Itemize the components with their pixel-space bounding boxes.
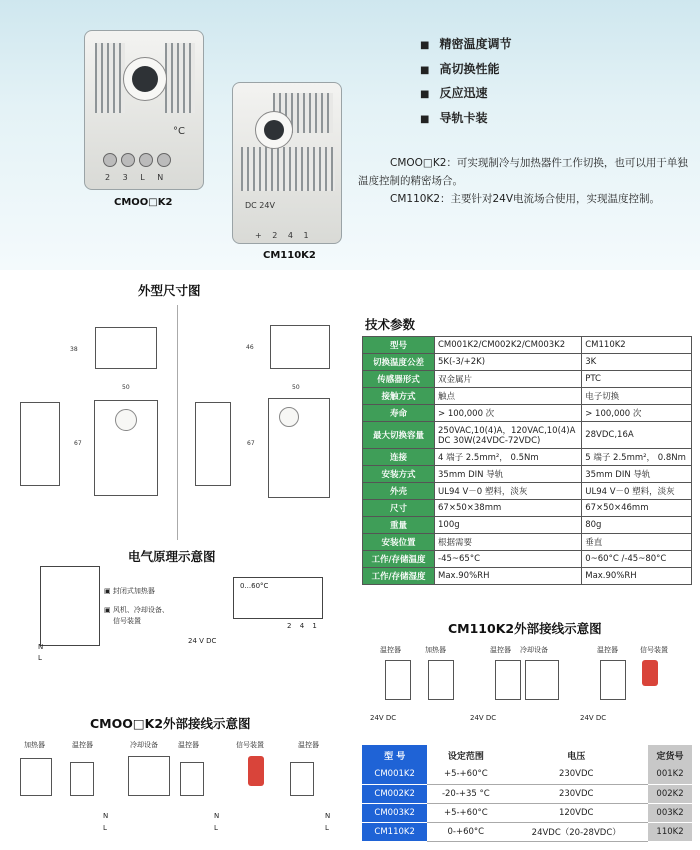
spec-value-cm00: 4 端子 2.5mm²， 0.5Nm [435, 449, 582, 466]
order-voltage: 230VDC [504, 765, 648, 784]
terminal-labels: + 2 4 1 [255, 231, 309, 240]
dimensions-title: 外型尺寸图 [138, 283, 201, 298]
voltage-label: DC 24V [245, 201, 275, 210]
product-hero [0, 0, 700, 270]
order-row [362, 803, 692, 822]
wiring-cm110-cooling [525, 660, 559, 700]
line-label-n: N [214, 812, 220, 820]
spec-row [363, 422, 692, 449]
wiring-label-thermostat: 温控器 [380, 646, 401, 654]
order-voltage: 24VDC（20-28VDC） [504, 822, 648, 841]
legend-signal: 信号装置 [113, 617, 141, 625]
order-range: +5-+60°C [427, 803, 504, 822]
product-description [358, 154, 688, 208]
wiring-label-cooling: 冷却设备 [130, 741, 158, 749]
wiring-cm00-cooling [128, 756, 170, 796]
wiring-cm00-thermostat [70, 762, 94, 796]
spec-label: 接触方式 [363, 388, 435, 405]
spec-value-cm00: -45~65°C [435, 551, 582, 568]
spec-label: 安装方式 [363, 466, 435, 483]
feature-item: ■ 反应迅速 [420, 82, 511, 107]
spec-value-cm00: > 100,000 次 [435, 405, 582, 422]
spec-label: 安装位置 [363, 534, 435, 551]
order-model: CM001K2 [362, 765, 427, 784]
front-view-cm00 [94, 400, 158, 496]
feature-list [420, 33, 511, 131]
schematic-cm00 [40, 566, 100, 646]
spec-value-cm00: UL94 V－0 塑料，淡灰 [435, 483, 582, 500]
order-range: +5-+60°C [427, 765, 504, 784]
feature-item: ■ 高切换性能 [420, 58, 511, 83]
heater-icon: ▣ [104, 587, 113, 595]
temperature-dial [279, 407, 299, 427]
spec-value-cm110: PTC [582, 371, 692, 388]
schematic-range: 0...60°C [240, 582, 269, 590]
spec-label: 最大切换容量 [363, 422, 435, 449]
signal-light-icon [642, 660, 658, 686]
spec-value-cm110: CM110K2 [582, 337, 692, 354]
order-range: -20-+35 °C [427, 784, 504, 803]
electrical-title: 电气原理示意图 [128, 549, 216, 564]
spec-value-cm110: 28VDC,16A [582, 422, 692, 449]
spec-value-cm110: Max.90%RH [582, 568, 692, 585]
spec-row [363, 517, 692, 534]
wiring-cm110-thermostat [385, 660, 411, 700]
spec-value-cm00: 5K(-3/+2K) [435, 354, 582, 371]
wiring-label-signal: 信号装置 [236, 741, 264, 749]
spec-row [363, 551, 692, 568]
wiring-label-heater: 加热器 [425, 646, 446, 654]
line-label-l: L [325, 824, 329, 832]
spec-row [363, 449, 692, 466]
wiring-label-signal: 信号装置 [640, 646, 668, 654]
wiring-cm110-thermostat [495, 660, 521, 700]
wiring-label-cooling: 冷却设备 [520, 646, 548, 654]
spec-value-cm110: 80g [582, 517, 692, 534]
temperature-dial [115, 409, 137, 431]
spec-value-cm110: 0~60°C /-45~80°C [582, 551, 692, 568]
dim-h67-left: 67 [74, 440, 82, 447]
wiring-label-thermostat: 温控器 [72, 741, 93, 749]
spec-row [363, 405, 692, 422]
divider [177, 305, 178, 540]
spec-value-cm00: 100g [435, 517, 582, 534]
spec-value-cm00: 250VAC,10(4)A，120VAC,10(4)A DC 30W(24VDC-72VDC) [435, 422, 582, 449]
order-row [362, 822, 692, 841]
terminal-block [103, 153, 171, 167]
spec-label: 型号 [363, 337, 435, 354]
order-code: 002K2 [648, 784, 692, 803]
order-range: 0-+60°C [427, 822, 504, 841]
side-view-cm110 [195, 402, 231, 486]
spec-row [363, 388, 692, 405]
line-label-l: L [38, 654, 42, 662]
cm00-wiring-title: CMOO□K2外部接线示意图 [90, 716, 251, 731]
spec-row [363, 466, 692, 483]
terminal-labels: 2 3 L N [105, 173, 164, 182]
wiring-cm00-heater [20, 758, 52, 796]
supply-label: 24V DC [370, 714, 397, 722]
spec-value-cm00: 根据需要 [435, 534, 582, 551]
schematic-terminals: 2 4 1 [287, 622, 317, 630]
dim-h46: 46 [246, 344, 254, 351]
order-code: 003K2 [648, 803, 692, 822]
line-label-l: L [214, 824, 218, 832]
thermostat-cm110-image [232, 82, 342, 244]
wiring-cm110-thermostat [600, 660, 626, 700]
order-code: 110K2 [648, 822, 692, 841]
line-label-n: N [38, 643, 44, 651]
wiring-label-thermostat: 温控器 [298, 741, 319, 749]
order-voltage: 230VDC [504, 784, 648, 803]
line-label-l: L [103, 824, 107, 832]
spec-label: 外壳 [363, 483, 435, 500]
top-view-cm00 [95, 327, 157, 369]
spec-value-cm110: 5 端子 2.5mm²， 0.8Nm [582, 449, 692, 466]
order-code: 001K2 [648, 765, 692, 784]
temperature-dial [255, 111, 293, 149]
feature-item: ■ 导轨卡装 [420, 107, 511, 132]
wiring-label-thermostat: 温控器 [178, 741, 199, 749]
spec-label: 寿命 [363, 405, 435, 422]
wiring-label-thermostat: 温控器 [597, 646, 618, 654]
wiring-cm00-thermostat [180, 762, 204, 796]
spec-value-cm00: 67×50×38mm [435, 500, 582, 517]
product-label-cm110: CM110K2 [263, 250, 316, 261]
spec-label: 重量 [363, 517, 435, 534]
spec-label: 切换温度公差 [363, 354, 435, 371]
order-model: CM002K2 [362, 784, 427, 803]
spec-label: 传感器形式 [363, 371, 435, 388]
top-view-cm110 [270, 325, 330, 369]
supply-label: 24V DC [470, 714, 497, 722]
vent-grille [95, 43, 125, 113]
wiring-label-heater: 加热器 [24, 741, 45, 749]
order-voltage: 120VDC [504, 803, 648, 822]
spec-value-cm00: 双金属片 [435, 371, 582, 388]
spec-value-cm110: 3K [582, 354, 692, 371]
order-row [362, 765, 692, 784]
schematic-supply: 24 V DC [188, 637, 217, 645]
legend-fan: ▣ 风机、冷却设备、 [104, 606, 169, 614]
vent-grille [165, 43, 195, 113]
spec-value-cm00: CM001K2/CM002K2/CM003K2 [435, 337, 582, 354]
line-label-n: N [325, 812, 331, 820]
dim-w50-left: 50 [122, 384, 130, 391]
order-header-voltage: 电压 [567, 751, 586, 762]
spec-value-cm110: UL94 V－0 塑料，淡灰 [582, 483, 692, 500]
dim-h67-right: 67 [247, 440, 255, 447]
wiring-cm00-thermostat [290, 762, 314, 796]
spec-value-cm00: 35mm DIN 导轨 [435, 466, 582, 483]
spec-label: 工作/存储温度 [363, 551, 435, 568]
signal-light-icon [248, 756, 264, 786]
wiring-cm110-heater [428, 660, 454, 700]
spec-label: 尺寸 [363, 500, 435, 517]
desc-cm110: CM110K2：主要针对24V电流场合使用，实现温度控制。 [390, 193, 661, 205]
spec-row [363, 568, 692, 585]
spec-row [363, 371, 692, 388]
supply-label: 24V DC [580, 714, 607, 722]
order-model: CM110K2 [362, 822, 427, 841]
line-label-n: N [103, 812, 109, 820]
order-model: CM003K2 [362, 803, 427, 822]
dim-w50-right: 50 [292, 384, 300, 391]
vent-grille [241, 147, 335, 191]
dim-h38: 38 [70, 346, 78, 353]
desc-cm00: CMOO□K2：可实现制冷与加热器件工作切换，也可以用于单独温度控制的精密场合。 [358, 157, 688, 187]
spec-label: 工作/存储湿度 [363, 568, 435, 585]
order-header-model: 型 号 [362, 745, 427, 765]
order-header-code: 定货号 [648, 745, 692, 765]
front-view-cm110 [268, 398, 330, 498]
specs-title: 技术参数 [365, 317, 416, 332]
cm110-wiring-title: CM110K2外部接线示意图 [448, 621, 602, 636]
spec-value-cm00: Max.90%RH [435, 568, 582, 585]
spec-row [363, 500, 692, 517]
legend-heater: ▣ 封闭式加热器 [104, 587, 155, 595]
feature-item: ■ 精密温度调节 [420, 33, 511, 58]
thermostat-cm00-image [84, 30, 204, 190]
spec-value-cm110: 35mm DIN 导轨 [582, 466, 692, 483]
spec-value-cm110: > 100,000 次 [582, 405, 692, 422]
spec-value-cm110: 67×50×46mm [582, 500, 692, 517]
spec-row [363, 337, 692, 354]
wiring-label-thermostat: 温控器 [490, 646, 511, 654]
spec-value-cm00: 触点 [435, 388, 582, 405]
spec-table [362, 336, 692, 585]
spec-label: 连接 [363, 449, 435, 466]
order-table [362, 745, 692, 842]
unit-label: °C [173, 126, 185, 137]
order-header-range: 设定范围 [447, 751, 484, 762]
fan-icon: ▣ [104, 606, 113, 614]
side-view-cm00 [20, 402, 60, 486]
spec-row [363, 534, 692, 551]
spec-row [363, 354, 692, 371]
spec-value-cm110: 垂直 [582, 534, 692, 551]
temperature-dial [123, 57, 167, 101]
order-row [362, 784, 692, 803]
spec-value-cm110: 电子切换 [582, 388, 692, 405]
spec-row [363, 483, 692, 500]
product-label-cm00: CMOO□K2 [114, 197, 173, 208]
